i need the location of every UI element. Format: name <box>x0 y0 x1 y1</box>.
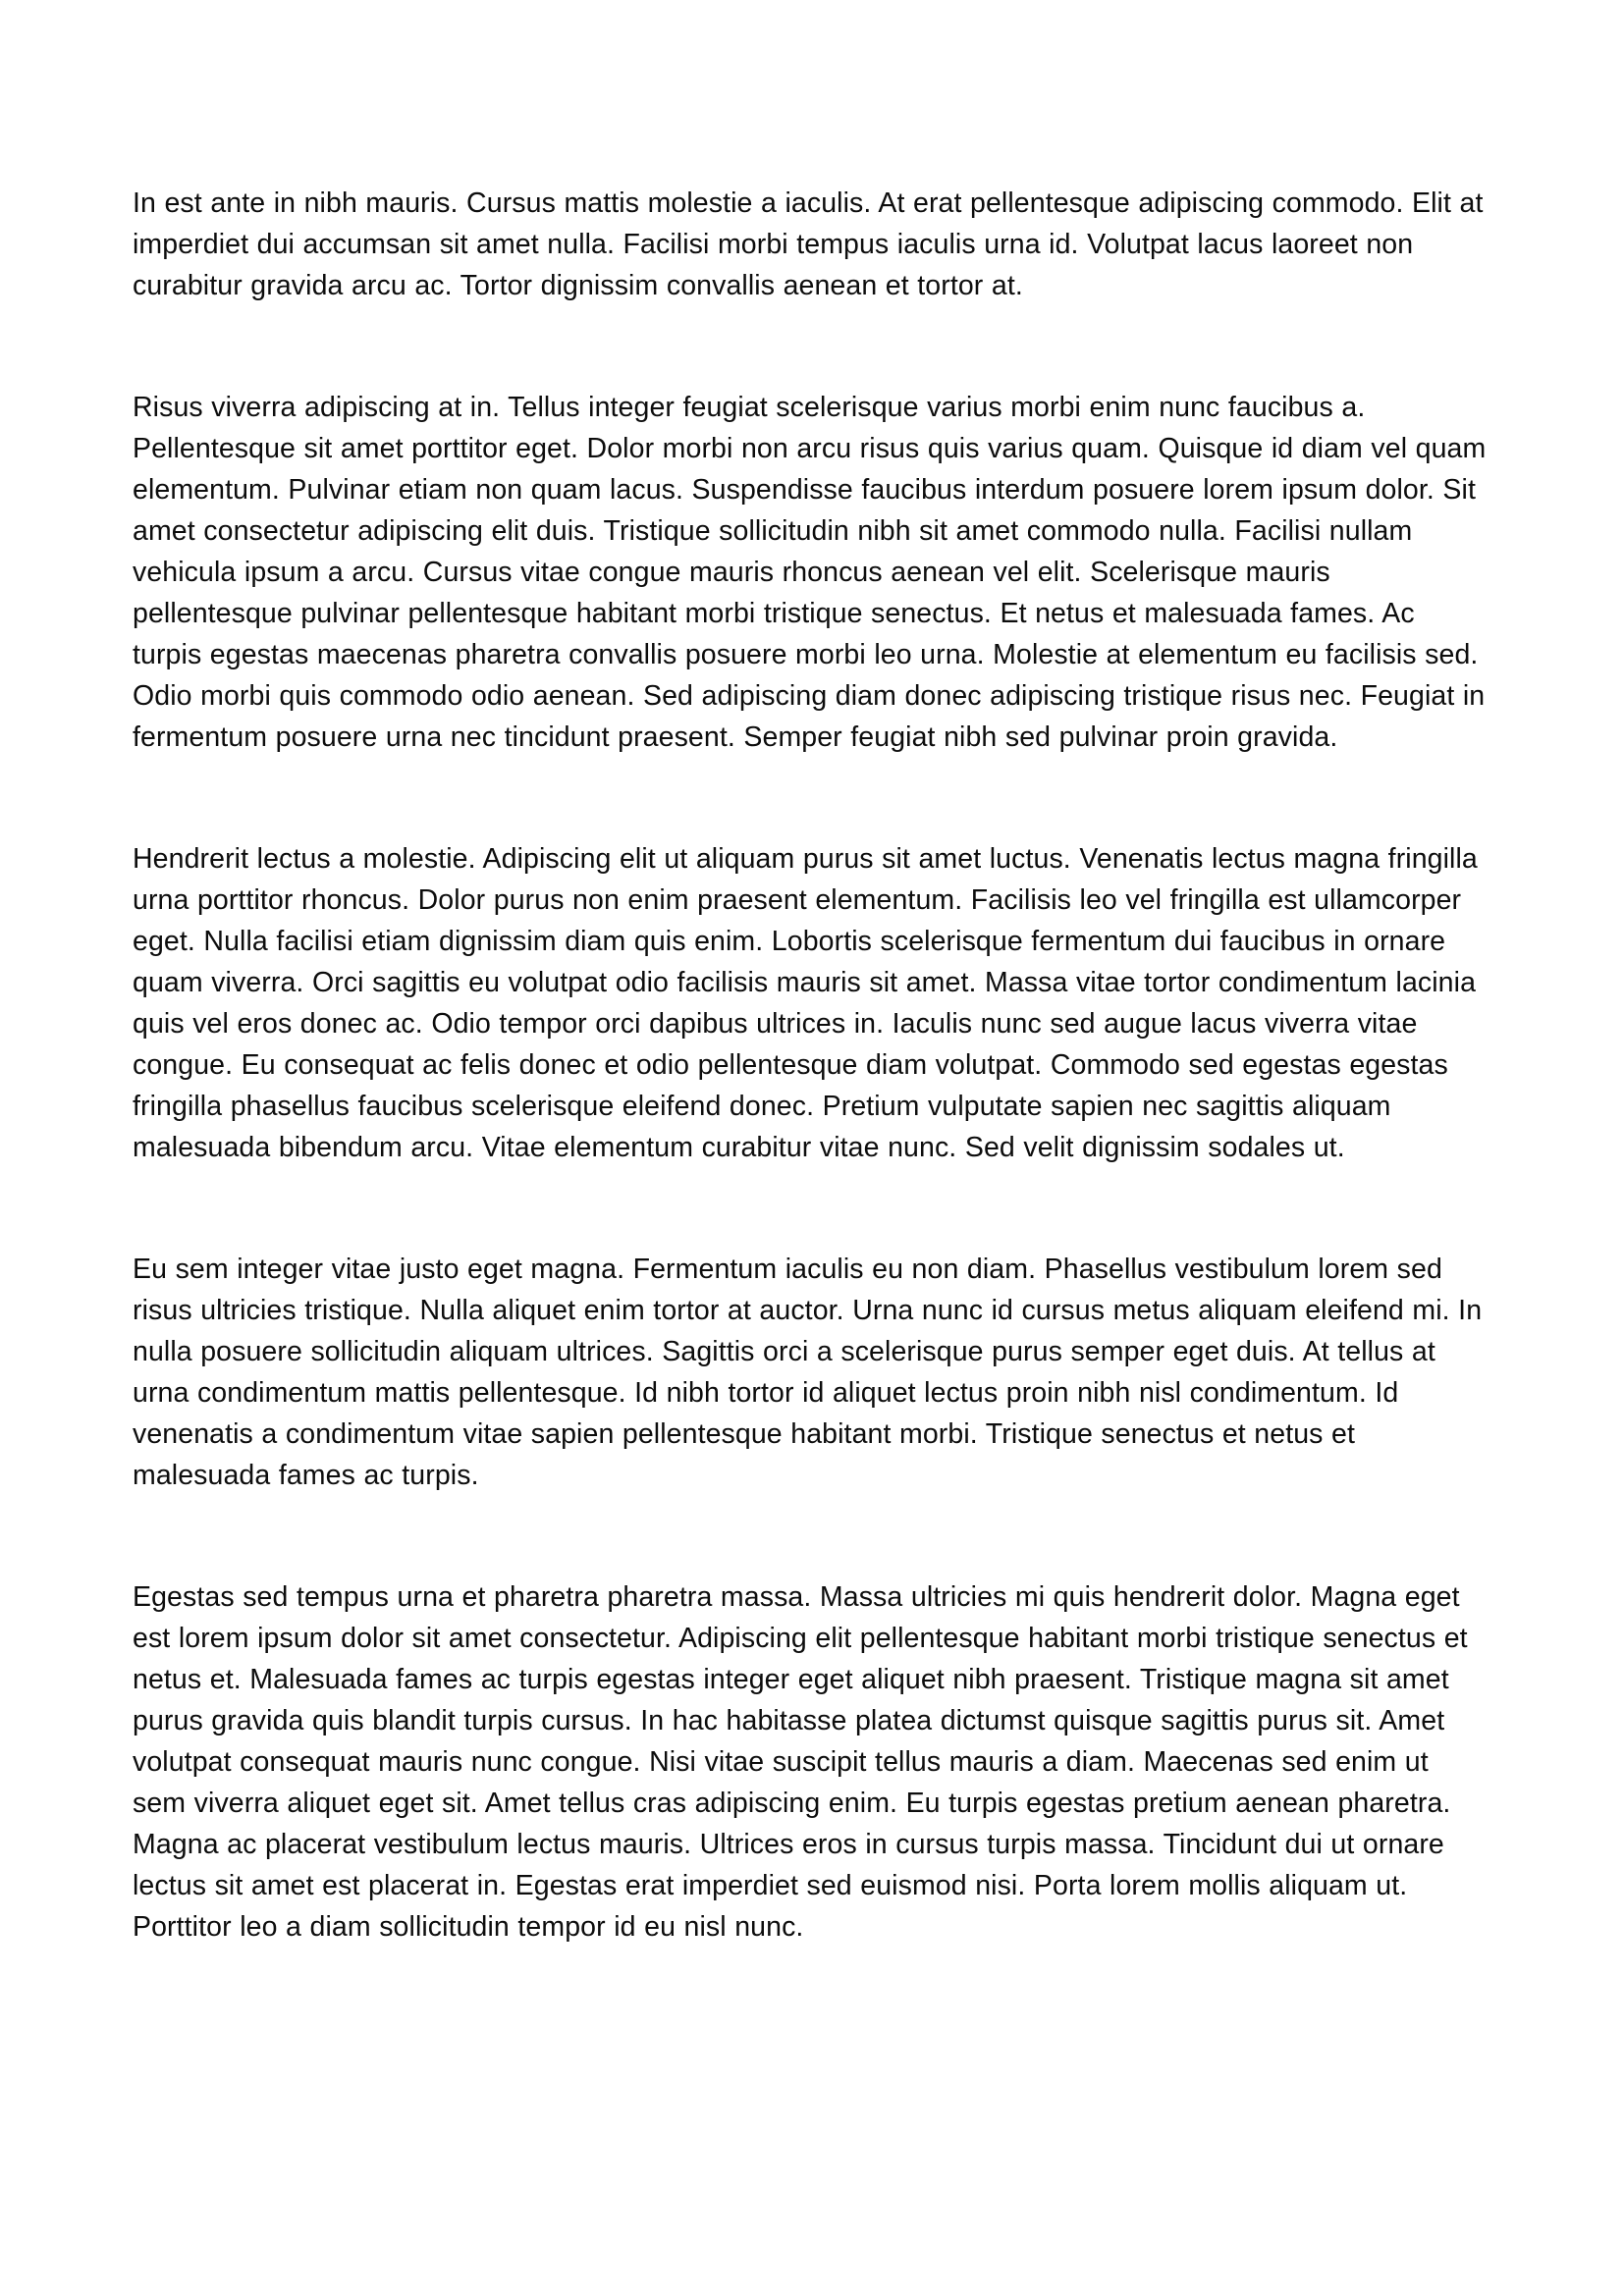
paragraph-3: Hendrerit lectus a molestie. Adipiscing elit ut aliquam purus sit amet luctus. Venenatis lectus magna fringilla urna porttitor rhoncus. Dolor purus non enim praesent elementum. Facilisis leo vel fringilla est ullamcorper eget. Nulla facilisi etiam dignissim diam quis enim. Lobortis scelerisque fermentum dui faucibus in ornare quam viverra. Orci sagittis eu volutpat odio facilisis mauris sit amet. Massa vitae tortor condimentum lacinia quis vel eros donec ac. Odio tempor orci dapibus ultrices in. Iaculis nunc sed augue lacus viverra vitae congue. Eu consequat ac felis donec et odio pellentesque diam volutpat. Commodo sed egestas egestas fringilla phasellus faucibus scelerisque eleifend donec. Pretium vulputate sapien nec sagittis aliquam malesuada bibendum arcu. Vitae elementum curabitur vitae nunc. Sed velit dignissim sodales ut. <box>133 843 1478 1163</box>
paragraph-1: In est ante in nibh mauris. Cursus mattis molestie a iaculis. At erat pellentesque adipiscing commodo. Elit at imperdiet dui accumsan sit amet nulla. Facilisi morbi tempus iaculis urna id. Volutpat lacus laoreet non curabitur gravida arcu ac. Tortor dignissim convallis aenean et tortor at. <box>133 187 1484 301</box>
paragraph-5: Egestas sed tempus urna et pharetra pharetra massa. Massa ultricies mi quis hendrerit dolor. Magna eget est lorem ipsum dolor sit amet consectetur. Adipiscing elit pellentesque habitant morbi tristique senectus et netus et. Malesuada fames ac turpis egestas integer eget aliquet nibh praesent. Tristique magna sit amet purus gravida quis blandit turpis cursus. In hac habitasse platea dictumst quisque sagittis purus sit. Amet volutpat consequat mauris nunc congue. Nisi vitae suscipit tellus mauris a diam. Maecenas sed enim ut sem viverra aliquet eget sit. Amet tellus cras adipiscing enim. Eu turpis egestas pretium aenean pharetra. Magna ac placerat vestibulum lectus mauris. Ultrices eros in cursus turpis massa. Tincidunt dui ut ornare lectus sit amet est placerat in. Egestas erat imperdiet sed euismod nisi. Porta lorem mollis aliquam ut. Porttitor leo a diam sollicitudin tempor id eu nisl nunc. <box>133 1581 1468 1943</box>
paragraph-4: Eu sem integer vitae justo eget magna. Fermentum iaculis eu non diam. Phasellus vestibulum lorem sed risus ultricies tristique. Nulla aliquet enim tortor at auctor. Urna nunc id cursus metus aliquam eleifend mi. In nulla posuere sollicitudin aliquam ultrices. Sagittis orci a scelerisque purus semper eget duis. At tellus at urna condimentum mattis pellentesque. Id nibh tortor id aliquet lectus proin nibh nisl condimentum. Id venenatis a condimentum vitae sapien pellentesque habitant morbi. Tristique senectus et netus et malesuada fames ac turpis. <box>133 1254 1483 1491</box>
paragraph-2: Risus viverra adipiscing at in. Tellus integer feugiat scelerisque varius morbi enim nunc faucibus a. Pellentesque sit amet porttitor eget. Dolor morbi non arcu risus quis varius quam. Quisque id diam vel quam elementum. Pulvinar etiam non quam lacus. Suspendisse faucibus interdum posuere lorem ipsum dolor. Sit amet consectetur adipiscing elit duis. Tristique sollicitudin nibh sit amet commodo nulla. Facilisi nullam vehicula ipsum a arcu. Cursus vitae congue mauris rhoncus aenean vel elit. Scelerisque mauris pellentesque pulvinar pellentesque habitant morbi tristique senectus. Et netus et malesuada fames. Ac turpis egestas maecenas pharetra convallis posuere morbi leo urna. Molestie at elementum eu facilisis sed. Odio morbi quis commodo odio aenean. Sed adipiscing diam donec adipiscing tristique risus nec. Feugiat in fermentum posuere urna nec tincidunt praesent. Semper feugiat nibh sed pulvinar proin gravida. <box>133 392 1487 753</box>
